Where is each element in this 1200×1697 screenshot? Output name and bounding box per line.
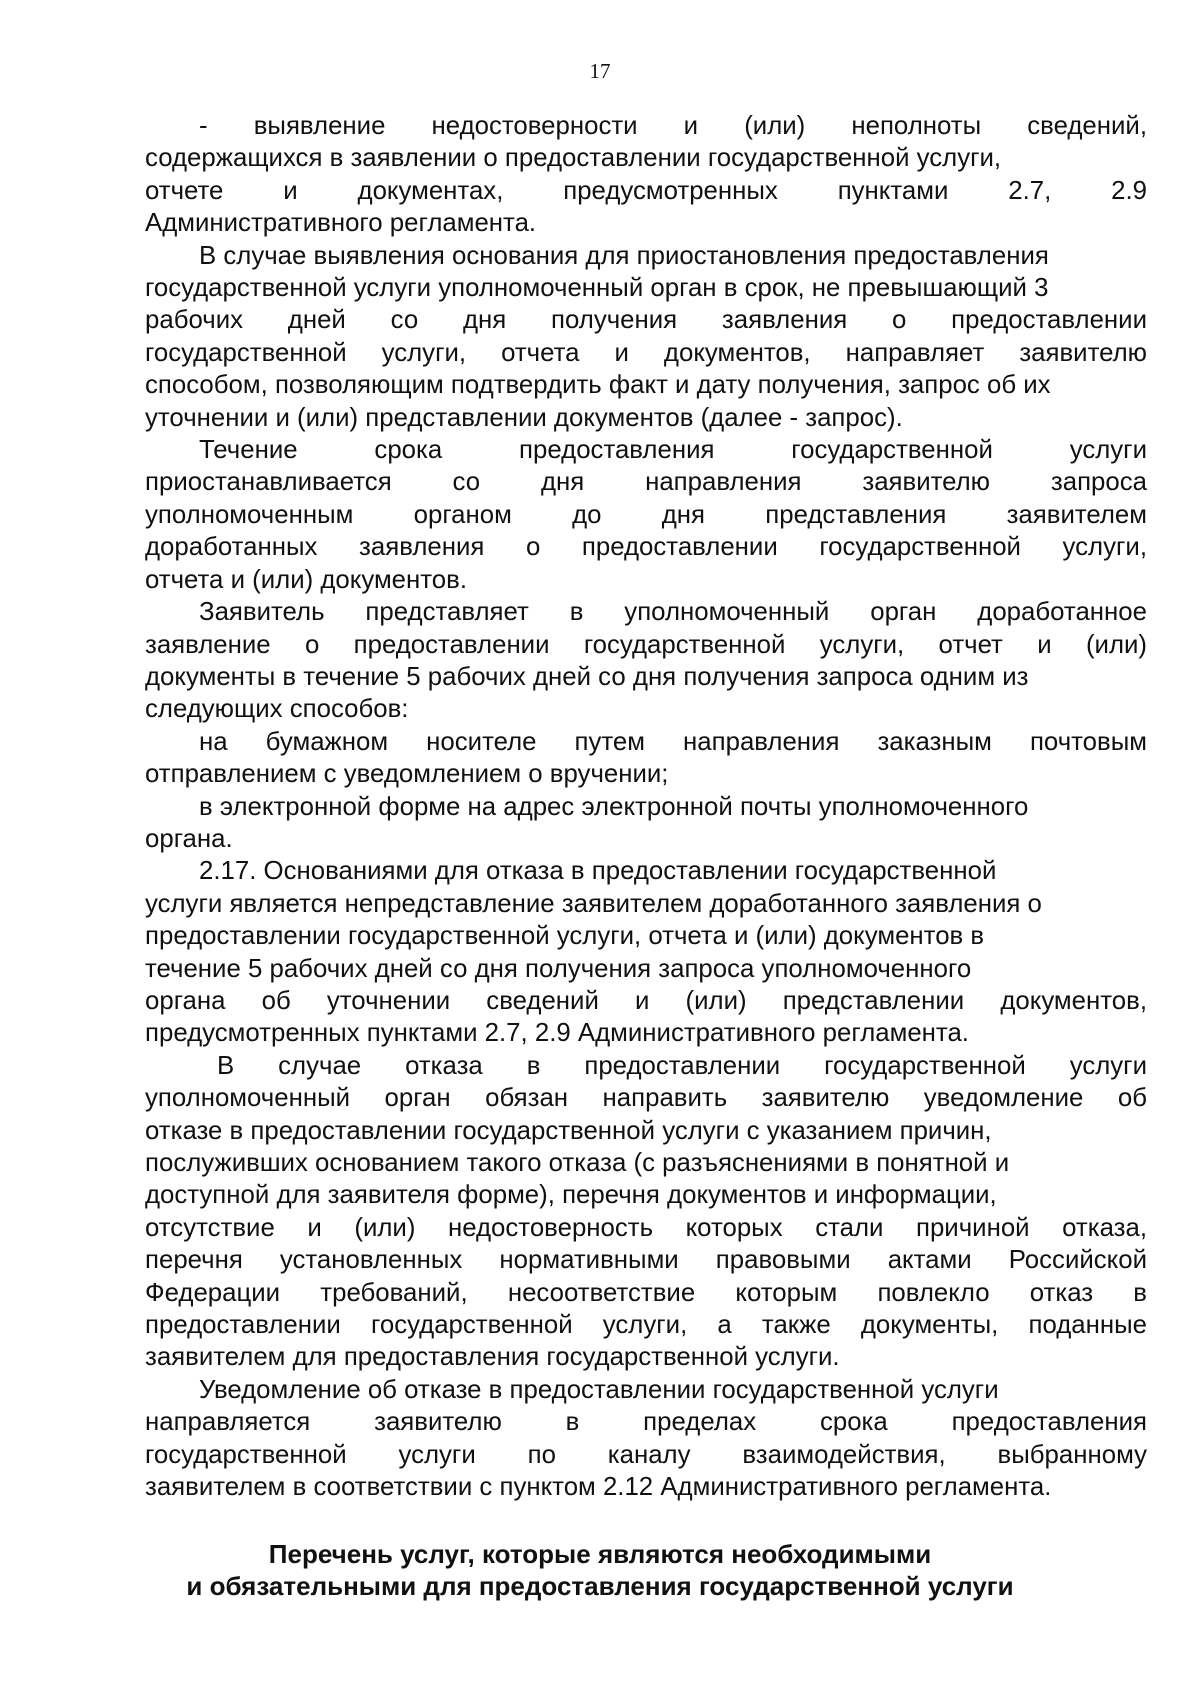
text-line: рабочих дней со дня получения заявления о предоставлении — [145, 306, 1147, 335]
text-line: доработанных заявления о предоставлении государственной услуги, — [145, 533, 1147, 562]
section-heading-line-1: Перечень услуг, которые являются необходимыми — [268, 1539, 932, 1569]
text-line: на бумажном носителе путем направления заказным почтовым — [199, 727, 1147, 756]
text-line: Федерации требований, несоответствие которым повлекло отказ в — [145, 1278, 1147, 1307]
text-line: уполномоченным органом до дня представления заявителем — [145, 500, 1147, 529]
text-line: уточнении и (или) представлении документов (далее - запрос). — [145, 403, 903, 432]
text-line: - выявление недостоверности и (или) неполноты сведений, — [199, 112, 1147, 140]
text-line: следующих способов: — [145, 695, 409, 724]
text-line: заявителем для предоставления государственной услуги. — [145, 1343, 840, 1372]
body-text — [145, 110, 1147, 1503]
text-line: Уведомление об отказе в предоставлении государственной услуги — [199, 1375, 999, 1404]
text-line: Административного регламента. — [145, 209, 537, 238]
section-heading-line-2: и обязательными для предоставления государственной услуги — [186, 1571, 1014, 1601]
text-line: Течение срока предоставления государственной услуги — [199, 436, 1147, 465]
text-line: приостанавливается со дня направления заявителю запроса — [145, 468, 1147, 497]
text-line: способом, позволяющим подтвердить факт и дату получения, запрос об их — [145, 371, 1051, 400]
text-line: органа об уточнении сведений и (или) представлении документов, — [145, 986, 1147, 1015]
text-line: направляется заявителю в пределах срока предоставления — [145, 1408, 1147, 1437]
text-line: отправлением с уведомлением о вручении; — [145, 760, 669, 789]
text-line: Заявитель представляет в уполномоченный орган доработанное — [199, 598, 1147, 627]
text-line: заявителем в соответствии с пунктом 2.12 Административного регламента. — [145, 1473, 1052, 1502]
section-heading — [0, 1538, 1200, 1602]
text-line: услуги является непредставление заявителем доработанного заявления о — [145, 889, 1042, 918]
text-line: перечня установленных нормативными правовыми актами Российской — [145, 1246, 1147, 1275]
text-line: государственной услуги уполномоченный орган в срок, не превышающий 3 — [145, 274, 1049, 303]
text-line: заявление о предоставлении государственной услуги, отчет и (или) — [145, 630, 1147, 659]
text-line: отсутствие и (или) недостоверность которых стали причиной отказа, — [145, 1213, 1147, 1242]
text-line: В случае отказа в предоставлении государственной услуги — [217, 1051, 1147, 1080]
text-line: отчете и документах, предусмотренных пунктами 2.7, 2.9 — [145, 176, 1147, 205]
text-line: предусмотренных пунктами 2.7, 2.9 Административного регламента. — [145, 1019, 969, 1048]
text-line: предоставлении государственной услуги, отчета и (или) документов в — [145, 922, 985, 951]
text-line: органа. — [145, 824, 233, 853]
text-line: послуживших основанием такого отказа (с разъяснениями в понятной и — [145, 1149, 1010, 1177]
text-line: отчета и (или) документов. — [145, 565, 468, 594]
text-line: государственной услуги по каналу взаимодействия, выбранному — [145, 1440, 1147, 1469]
text-line: 2.17. Основаниями для отказа в предоставлении государственной — [199, 857, 997, 886]
text-line: отказе в предоставлении государственной услуги с указанием причин, — [145, 1116, 992, 1145]
text-line: содержащихся в заявлении о предоставлении государственной услуги, — [145, 144, 1002, 173]
text-line: уполномоченный орган обязан направить заявителю уведомление об — [145, 1084, 1147, 1113]
text-line: в электронной форме на адрес электронной почты уполномоченного — [199, 792, 1029, 821]
text-line: государственной услуги, отчета и документов, направляет заявителю — [145, 338, 1147, 367]
text-line: документы в течение 5 рабочих дней со дня получения запроса одним из — [145, 662, 1029, 691]
text-line: доступной для заявителя форме), перечня документов и информации, — [145, 1181, 997, 1210]
text-line: В случае выявления основания для приостановления предоставления — [199, 241, 1049, 270]
text-line: течение 5 рабочих дней со дня получения запроса уполномоченного — [145, 954, 972, 983]
text-line: предоставлении государственной услуги, а также документы, поданные — [145, 1311, 1147, 1340]
page-number: 17 — [589, 59, 611, 83]
